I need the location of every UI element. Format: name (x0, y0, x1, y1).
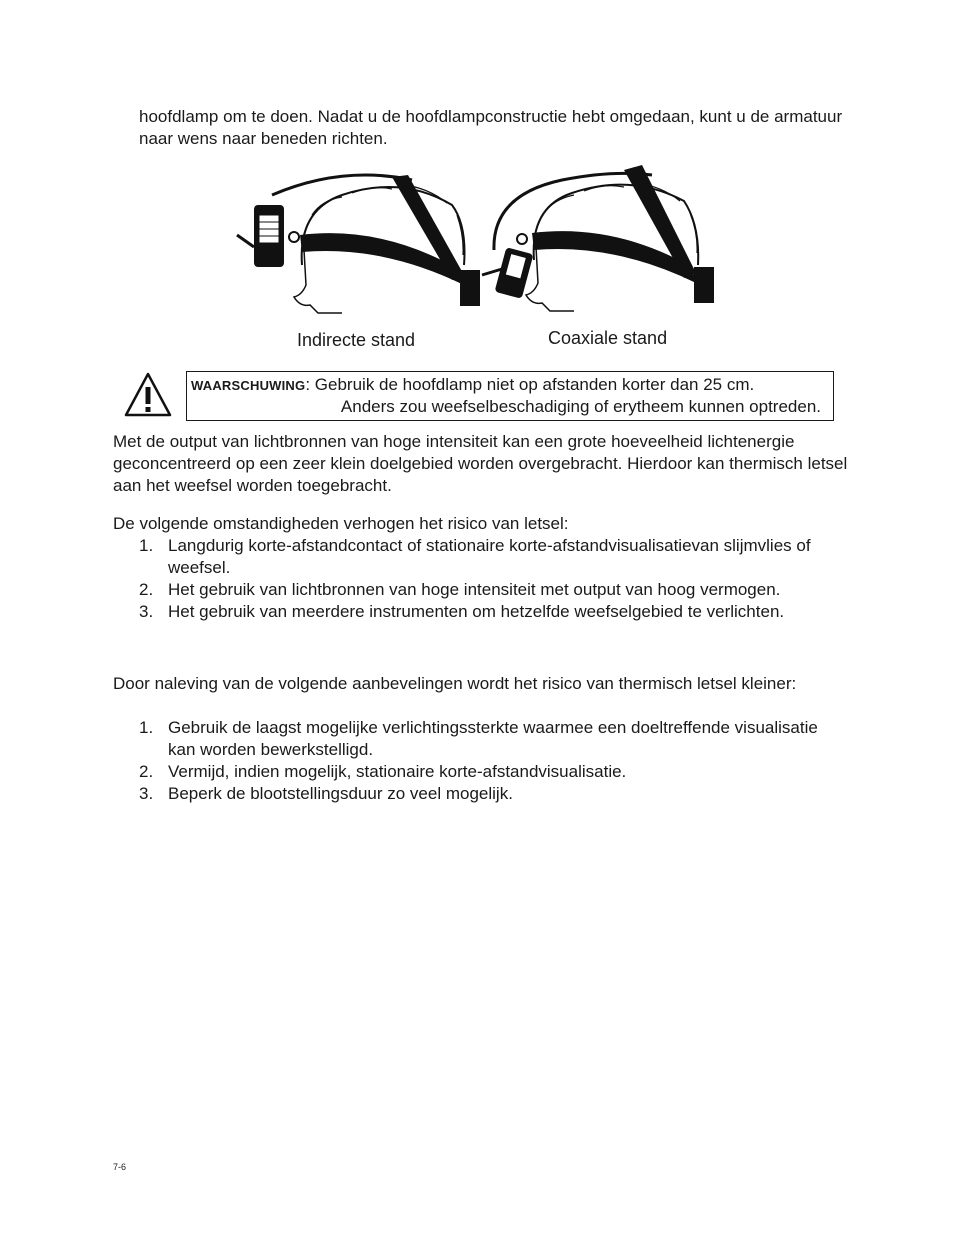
list-item (139, 761, 839, 783)
paragraph-recommendations-intro: Door naleving van de volgende aanbevelingen wordt het risico van thermisch letsel kleiner: (113, 674, 797, 693)
list-item (139, 783, 839, 805)
list-item (139, 535, 839, 579)
indirect-position-caption: Indirecte stand (297, 330, 416, 350)
warning-line-2: Anders zou weefselbeschadiging of erytheem kunnen optreden. (340, 397, 821, 416)
list-number: 3. (139, 602, 154, 621)
coaxial-position-caption: Coaxiale stand (548, 328, 668, 348)
list-number: 2. (139, 762, 154, 781)
warning-triangle-icon (124, 371, 172, 417)
list-item-text: Vermijd, indien mogelijk, stationaire korte-afstandvisualisatie. (168, 762, 627, 781)
list-number: 2. (139, 580, 154, 599)
intro-paragraph: hoofdlamp om te doen. Nadat u de hoofdlampconstructie hebt omgedaan, kunt u de armatuur naar wens naar beneden richten. (139, 107, 843, 148)
warning-box (186, 371, 834, 421)
warning-text-1: : Gebruik de hoofdlamp niet op afstanden korter dan 25 cm. (305, 375, 755, 394)
list-number: 1. (139, 718, 154, 737)
list-item (139, 717, 839, 761)
list-item-text: Gebruik de laagst mogelijke verlichtingssterkte waarmee een doeltreffende visualisatie kan worden bewerkstelligd. (168, 718, 818, 759)
risk-list (139, 535, 839, 623)
paragraph-thermal-injury: Met de output van lichtbronnen van hoge intensiteit kan een grote hoeveelheid lichtenergie geconcentreerd op een zeer klein doelgebied worden overgebracht. Hierdoor kan thermisch letsel aan het weefsel worden toegebracht. (113, 432, 848, 495)
headlamp-illustration (232, 155, 722, 320)
list-item (139, 579, 839, 601)
list-item (139, 601, 839, 623)
recommendation-list (139, 717, 839, 805)
headlamp-figure-svg (232, 155, 722, 320)
coaxial-headlamp-drawing (482, 165, 714, 311)
list-item-text: Het gebruik van meerdere instrumenten om hetzelfde weefselgebied te verlichten. (168, 602, 785, 621)
indirect-headlamp-drawing (237, 175, 480, 313)
list-number: 3. (139, 784, 154, 803)
list-item-text: Het gebruik van lichtbronnen van hoge intensiteit met output van hoog vermogen. (168, 580, 781, 599)
list-item-text: Langdurig korte-afstandcontact of stationaire korte-afstandvisualisatievan slijmvlies of weefsel. (168, 536, 811, 577)
warning-label: WAARSCHUWING (191, 378, 306, 393)
list-item-text: Beperk de blootstellingsduur zo veel mogelijk. (168, 784, 513, 803)
paragraph-risk-intro: De volgende omstandigheden verhogen het risico van letsel: (113, 514, 569, 533)
page-number: 7-6 (113, 1162, 127, 1172)
list-number: 1. (139, 536, 154, 555)
warning-line-1 (191, 374, 754, 397)
